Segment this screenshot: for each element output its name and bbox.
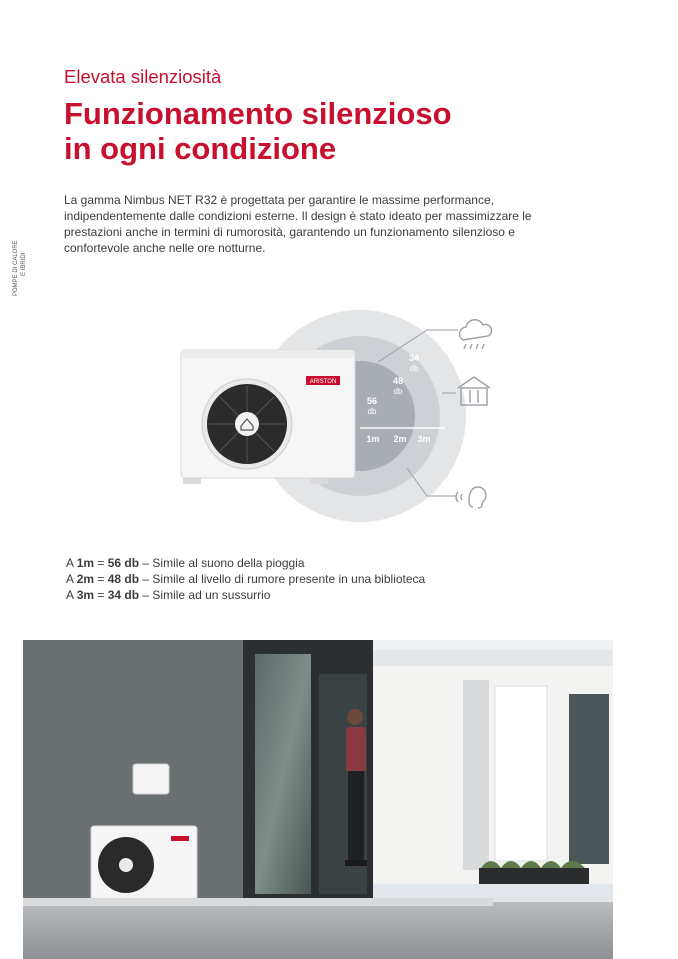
patio-ground bbox=[23, 902, 613, 959]
brand-name: ARISTON bbox=[309, 379, 337, 385]
title-line-1: Funzionamento silenzioso bbox=[64, 96, 452, 131]
db-unit-1m: db bbox=[367, 407, 377, 416]
comparison-item bbox=[66, 555, 425, 571]
page-title bbox=[64, 96, 452, 166]
white-column bbox=[495, 686, 547, 861]
comparison-prefix: A bbox=[66, 556, 77, 570]
unit-top-edge bbox=[181, 350, 355, 358]
wall-column bbox=[463, 680, 489, 870]
comparison-distance: 1m bbox=[76, 556, 95, 570]
db-unit-2m: db bbox=[393, 387, 403, 396]
wall-controller bbox=[133, 764, 169, 794]
step-ledge bbox=[23, 898, 493, 906]
title-line-2: in ogni condizione bbox=[64, 131, 337, 166]
comparison-item bbox=[66, 587, 425, 603]
house-exterior-photo bbox=[23, 640, 613, 959]
comparison-item bbox=[66, 571, 425, 587]
db-unit-3m: db bbox=[409, 364, 419, 373]
right-window bbox=[569, 694, 609, 864]
side-label-line2: E IBRIDI bbox=[21, 252, 27, 276]
outdoor-unit-photo bbox=[91, 826, 197, 902]
comparison-db: 56 db bbox=[107, 556, 140, 570]
roof-overhang bbox=[373, 650, 613, 666]
distance-label-1m: 1m bbox=[366, 434, 380, 444]
ear-icon bbox=[456, 487, 486, 508]
comparison-prefix: A bbox=[66, 588, 77, 602]
glass-door-left bbox=[255, 654, 311, 894]
comparison-db: 34 db bbox=[107, 588, 140, 602]
comparison-description: – Simile al suono della pioggia bbox=[139, 556, 305, 570]
comparison-distance: 2m bbox=[76, 572, 95, 586]
comparison-eq: = bbox=[94, 572, 108, 586]
person-figure bbox=[345, 709, 367, 866]
noise-comparison-list bbox=[66, 555, 425, 603]
db-value-1m: 56 bbox=[366, 396, 378, 406]
comparison-eq: = bbox=[94, 588, 108, 602]
comparison-eq: = bbox=[94, 556, 108, 570]
heat-pump-unit bbox=[181, 350, 355, 484]
comparison-description: – Simile al livello di rumore presente in una biblioteca bbox=[139, 572, 426, 586]
distance-label-2m: 2m bbox=[393, 434, 407, 444]
comparison-description: – Simile ad un sussurrio bbox=[139, 588, 271, 602]
rain-cloud-icon bbox=[460, 320, 492, 349]
noise-diagram bbox=[160, 300, 520, 535]
comparison-distance: 3m bbox=[76, 588, 95, 602]
section-kicker: Elevata silenziosità bbox=[64, 66, 222, 87]
side-label-line1: POMPE DI CALORE bbox=[13, 240, 19, 296]
house-photo-illustration bbox=[23, 640, 613, 959]
comparison-prefix: A bbox=[66, 572, 77, 586]
db-value-2m: 48 bbox=[392, 376, 404, 386]
distance-label-3m: 3m bbox=[417, 434, 431, 444]
planter bbox=[479, 868, 589, 884]
fan-hub bbox=[235, 412, 259, 436]
db-value-3m: 34 bbox=[408, 353, 420, 363]
noise-diagram-svg bbox=[160, 300, 520, 535]
intro-paragraph: La gamma Nimbus NET R32 è progettata per garantire le massime performance, indipendentemente dalle condizioni esterne. Il design è stato ideato per massimizzare le prestazioni anche in termini di rumorosità, garantendo un funzionamento silenzioso e confortevole anche nelle ore notturne. bbox=[64, 193, 532, 255]
side-section-label bbox=[4, 238, 32, 298]
comparison-db: 48 db bbox=[107, 572, 140, 586]
